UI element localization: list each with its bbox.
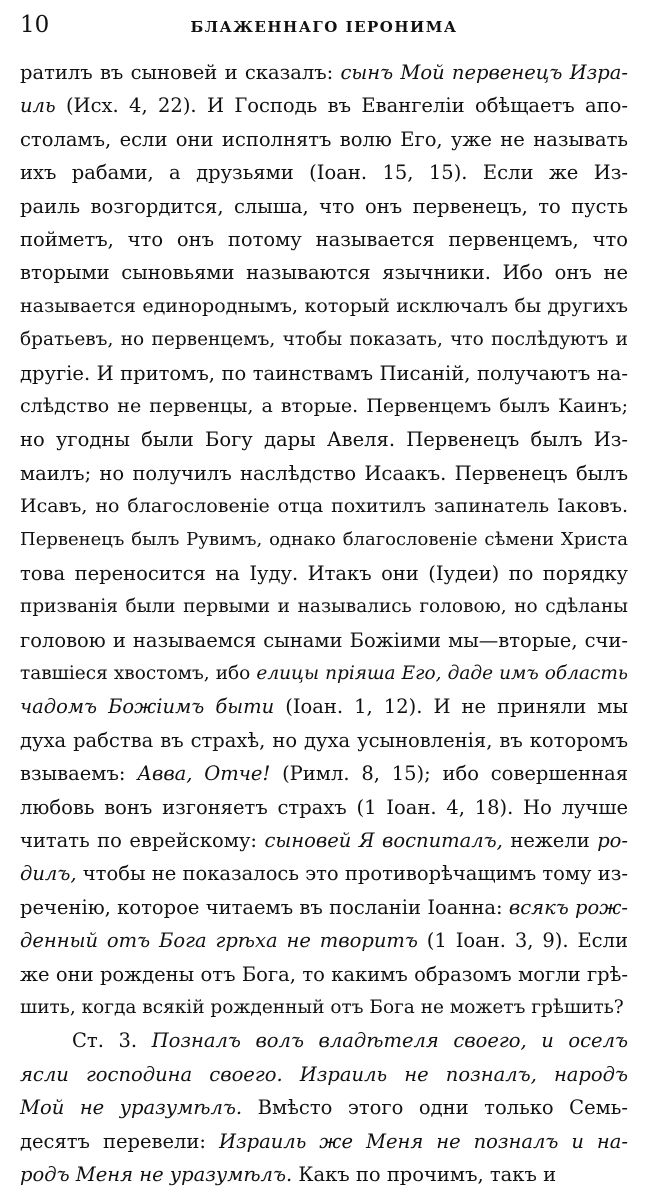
italic-text: ро- [597,828,629,852]
text-line [20,824,628,857]
text-span: Какъ по прочимъ, такъ и [292,1162,557,1186]
text-line [20,190,628,223]
text-line [20,791,628,824]
page-header [20,12,628,52]
text-span: (Iоан. 1, 12). И не приняли мы [274,695,628,719]
text-span: слѣдство не первенцы, а вторые. Первенцемъ былъ Каинъ; [20,394,628,417]
italic-text: Авва, Отче! [137,762,271,786]
text-line [20,223,628,256]
text-span: Ст. 3. [72,1029,152,1053]
text-span: Исавъ, но благословенiе отца похитилъ запинатель Iаковъ. [20,495,628,518]
text-span: вторыми сыновьями называются язычники. Ибо онъ не [20,261,628,285]
text-line [20,423,628,456]
text-span: шить, когда всякiй рожденный отъ Бога не можетъ грѣшить? [20,996,624,1018]
text-span: (Исх. 4, 22). И Господь въ Евангелiи обѣщаетъ апо- [55,94,628,118]
text-line [20,1158,628,1191]
text-line [20,56,628,89]
text-span: тавшiеся хвостомъ, ибо [20,663,257,685]
text-span: братьевъ, но первенцемъ, чтобы показать, что послѣдуютъ и [20,329,628,351]
text-line [20,1091,628,1124]
italic-text: иль [20,94,56,118]
text-span: называется единороднымъ, который исключалъ бы другихъ [20,294,628,317]
text-line [20,457,628,490]
running-title: БЛАЖЕННАГО IЕРОНИМА [190,18,458,36]
text-span: призванiя были первыми и назывались головою, но сдѣланы [20,596,628,618]
italic-text: Израиль же Меня не позналъ и на- [218,1129,628,1153]
text-line [20,590,628,623]
italic-text: всякъ рож- [508,895,628,919]
text-line [20,123,628,156]
text-line [20,390,628,423]
italic-text: сыновей Я воспиталъ, [264,828,503,852]
text-line [20,1125,628,1158]
text-span: нежели [502,828,598,852]
text-span: пойметъ, что онъ потому называется первенцемъ, что [20,227,628,251]
text-span: столамъ, если они исполнятъ волю Его, уже не называть [20,127,628,151]
body-text [20,56,628,1191]
text-line [20,891,628,924]
text-line [20,1024,628,1057]
text-span: читать по еврейскому: [20,828,265,852]
italic-text: ясли господина своего. Израиль не позналъ, народъ [20,1062,628,1086]
text-span: ратилъ въ сыновей и сказалъ: [20,61,341,84]
text-line [20,256,628,289]
text-span: другiе. И притомъ, по таинствамъ Писанiй, получаютъ на- [20,361,628,385]
text-line [20,724,628,757]
text-span: чтобы не показалось это противорѣчащимъ тому из- [76,862,628,886]
italic-text: дилъ, [20,862,77,886]
text-span: головою и называемся сынами Божiими мы—вторые, счи- [20,628,628,652]
text-span: же они рождены отъ Бога, то какимъ образомъ могли грѣ- [20,962,628,986]
text-line [20,991,628,1024]
text-line [20,357,628,390]
text-span: взываемъ: [20,762,138,786]
text-span: (Римл. 8, 15); ибо совершенная [270,762,629,786]
text-line [20,657,628,690]
italic-text: Позналъ волъ владѣтеля своего, и оселъ [151,1029,628,1053]
italic-text: елицы прiяша Его, даде имъ область [256,663,628,685]
text-line [20,89,628,122]
italic-text: чадомъ Божiимъ быти [20,695,275,719]
text-line [20,290,628,323]
text-line [20,958,628,991]
text-span: (1 Iоан. 3, 9). Если [417,929,628,953]
text-line [20,924,628,957]
text-span: но угодны были Богу дары Авеля. Первенецъ былъ Из- [20,428,628,452]
text-line [20,1058,628,1091]
text-span: десятъ перевели: [20,1129,219,1153]
text-span: любовь вонъ изгоняетъ страхъ (1 Iоан. 4, 18). Но лучше [20,795,628,819]
text-line [20,323,628,356]
italic-text: денный отъ Бога грѣха не творитъ [20,929,418,953]
text-span: Первенецъ былъ Рувимъ, однако благословенiе сѣмени Христа [20,529,628,551]
text-line [20,156,628,189]
text-line [20,857,628,890]
text-line [20,757,628,790]
text-line [20,557,628,590]
text-span: маилъ; но получилъ наслѣдство Исаакъ. Первенецъ былъ [20,461,628,485]
italic-text: Мой не уразумѣлъ. [20,1096,243,1120]
text-span: Вмѣсто этого одни только Семь- [242,1096,628,1120]
text-span: ихъ рабами, а друзьями (Iоан. 15, 15). Если же Из- [20,161,628,185]
italic-text: сынъ Мой первенецъ Изра- [340,61,628,84]
text-line [20,490,628,523]
text-span: това переносится на Iуду. Итакъ они (Iудеи) по порядку [20,561,628,585]
text-span: реченiю, которое читаемъ въ посланiи Iоанна: [20,895,509,919]
text-line [20,523,628,556]
italic-text: родъ Меня не уразумѣлъ. [20,1162,293,1186]
text-line [20,624,628,657]
page-number: 10 [20,12,50,38]
text-span: духа рабства въ страхѣ, но духа усыновленiя, въ которомъ [20,728,628,752]
text-span: раиль возгордится, слыша, что онъ первенецъ, то пусть [20,194,628,218]
text-line [20,690,628,723]
